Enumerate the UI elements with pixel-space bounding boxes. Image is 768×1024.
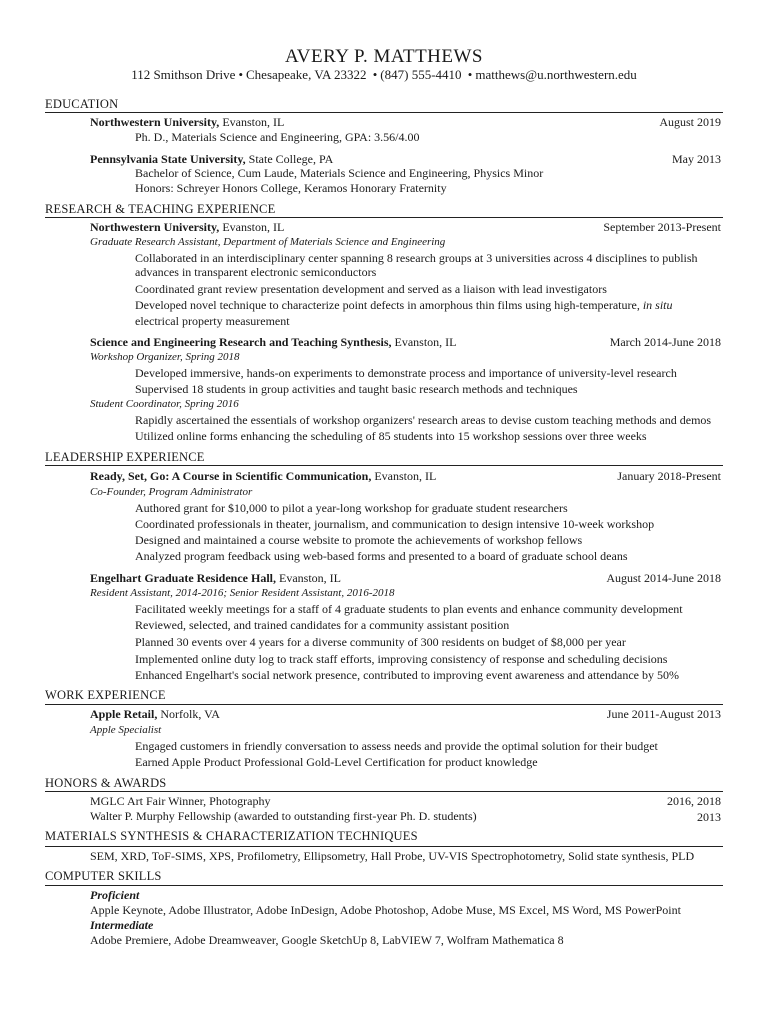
section-divider bbox=[45, 465, 723, 466]
leadership-date: January 2018-Present bbox=[617, 469, 721, 483]
address: 112 Smithson Drive bbox=[131, 67, 236, 82]
research-detail: Rapidly ascertained the essentials of workshop organizers' research areas to devise custom teaching methods and demos bbox=[135, 413, 712, 427]
leadership-org: Engelhart Graduate Residence Hall, Evanston, IL bbox=[90, 571, 341, 585]
section-divider bbox=[45, 885, 723, 886]
work-org: Apple Retail, Norfolk, VA bbox=[90, 707, 220, 721]
section-title-honors: HONORS & AWARDS bbox=[45, 776, 167, 790]
section-title-leadership: LEADERSHIP EXPERIENCE bbox=[45, 450, 205, 464]
research-detail: Developed novel technique to characterize point defects in amorphous thin films using high-temperature, in situ bbox=[135, 298, 673, 312]
leadership-detail: Implemented online duty log to track staff efforts, improving consistency of response and scheduling decisions bbox=[135, 652, 668, 666]
section-divider bbox=[45, 217, 723, 218]
techniques-list: SEM, XRD, ToF-SIMS, XPS, Profilometry, Ellipsometry, Hall Probe, UV-VIS Spectrophotometry, Solid state synthesis, PLD bbox=[90, 849, 695, 863]
education-detail: Bachelor of Science, Cum Laude, Materials Science and Engineering, Physics Minor bbox=[135, 166, 544, 180]
honor-date: 2016, 2018 bbox=[667, 794, 721, 808]
research-detail: Developed immersive, hands-on experiments to demonstrate process and importance of university-level research bbox=[135, 366, 677, 380]
education-date: May 2013 bbox=[672, 152, 721, 166]
contact-line: 112 Smithson Drive • Chesapeake, VA 23322 • (847) 555-4410 • matthews@u.northwestern.edu bbox=[131, 67, 637, 82]
honor-item: MGLC Art Fair Winner, Photography bbox=[90, 794, 271, 808]
work-detail: Earned Apple Product Professional Gold-Level Certification for product knowledge bbox=[135, 755, 538, 769]
work-detail: Engaged customers in friendly conversation to assess needs and provide the optimal solution for their budget bbox=[135, 739, 658, 753]
section-title-techniques: MATERIALS SYNTHESIS & CHARACTERIZATION TECHNIQUES bbox=[45, 829, 418, 843]
phone: (847) 555-4410 bbox=[380, 67, 462, 82]
section-divider bbox=[45, 846, 723, 847]
research-org: Northwestern University, Evanston, IL bbox=[90, 220, 285, 234]
research-org: Science and Engineering Research and Teaching Synthesis, Evanston, IL bbox=[90, 335, 457, 349]
section-divider bbox=[45, 112, 723, 113]
section-title-education: EDUCATION bbox=[45, 97, 119, 111]
research-role: Student Coordinator, Spring 2016 bbox=[90, 398, 239, 410]
city: Chesapeake, VA 23322 bbox=[246, 67, 367, 82]
education-detail: Honors: Schreyer Honors College, Keramos Honorary Fraternity bbox=[135, 181, 447, 195]
section-divider bbox=[45, 704, 723, 705]
leadership-role: Co-Founder, Program Administrator bbox=[90, 486, 253, 498]
leadership-detail: Reviewed, selected, and trained candidates for a community assistant position bbox=[135, 618, 510, 632]
intermediate-label: Intermediate bbox=[90, 918, 154, 932]
leadership-detail: Authored grant for $10,000 to pilot a year-long workshop for graduate student researchers bbox=[135, 501, 568, 515]
research-detail: advances in transparent electronic semiconductors bbox=[135, 265, 377, 279]
honor-item: Walter P. Murphy Fellowship (awarded to outstanding first-year Ph. D. students) bbox=[90, 809, 477, 823]
leadership-role: Resident Assistant, 2014-2016; Senior Resident Assistant, 2016-2018 bbox=[90, 587, 395, 599]
leadership-detail: Designed and maintained a course website to promote the achievements of workshop fellows bbox=[135, 533, 583, 547]
leadership-detail: Facilitated weekly meetings for a staff of 4 graduate students to plan events and enhance community development bbox=[135, 602, 683, 616]
leadership-detail: Enhanced Engelhart's social network presence, contributed to improving event awareness and attendance by 50% bbox=[135, 668, 679, 682]
section-divider bbox=[45, 791, 723, 792]
research-role: Graduate Research Assistant, Department of Materials Science and Engineering bbox=[90, 236, 446, 248]
candidate-name: AVERY P. MATTHEWS bbox=[285, 46, 483, 67]
honor-date: 2013 bbox=[697, 810, 721, 824]
proficient-list: Apple Keynote, Adobe Illustrator, Adobe InDesign, Adobe Photoshop, Adobe Muse, MS Excel, MS Word, MS PowerPoint bbox=[90, 903, 681, 917]
research-role: Workshop Organizer, Spring 2018 bbox=[90, 351, 240, 363]
education-detail: Ph. D., Materials Science and Engineering, GPA: 3.56/4.00 bbox=[135, 130, 420, 144]
research-detail: Coordinated grant review presentation development and served as a liaison with lead investigators bbox=[135, 282, 607, 296]
intermediate-list: Adobe Premiere, Adobe Dreamweaver, Google SketchUp 8, LabVIEW 7, Wolfram Mathematica 8 bbox=[90, 933, 564, 947]
section-title-computer: COMPUTER SKILLS bbox=[45, 869, 162, 883]
leadership-detail: Planned 30 events over 4 years for a diverse community of 300 residents on budget of $8,000 per year bbox=[135, 635, 626, 649]
work-date: June 2011-August 2013 bbox=[606, 707, 721, 721]
leadership-detail: Coordinated professionals in theater, journalism, and communication to design intensive 10-week workshop bbox=[135, 517, 655, 531]
education-org: Northwestern University, Evanston, IL bbox=[90, 115, 285, 129]
leadership-date: August 2014-June 2018 bbox=[606, 571, 721, 585]
leadership-detail: Analyzed program feedback using web-based forms and presented to a board of graduate school deans bbox=[135, 549, 628, 563]
education-date: August 2019 bbox=[659, 115, 721, 129]
section-title-work: WORK EXPERIENCE bbox=[45, 688, 166, 702]
research-date: September 2013-Present bbox=[603, 220, 721, 234]
education-org: Pennsylvania State University, State College, PA bbox=[90, 152, 334, 166]
work-role: Apple Specialist bbox=[90, 724, 162, 736]
section-title-research: RESEARCH & TEACHING EXPERIENCE bbox=[45, 202, 276, 216]
email-link[interactable]: matthews@u.northwestern.edu bbox=[475, 67, 637, 82]
research-date: March 2014-June 2018 bbox=[609, 335, 721, 349]
leadership-org: Ready, Set, Go: A Course in Scientific Communication, Evanston, IL bbox=[90, 469, 437, 483]
research-detail: Utilized online forms enhancing the scheduling of 85 students into 15 workshop sessions over three weeks bbox=[135, 429, 647, 443]
research-detail: electrical property measurement bbox=[135, 314, 290, 328]
research-detail: Supervised 18 students in group activities and taught basic research methods and techniques bbox=[135, 382, 578, 396]
proficient-label: Proficient bbox=[90, 888, 140, 902]
research-detail: Collaborated in an interdisciplinary center spanning 8 research groups at 3 universities across 4 disciplines to publish bbox=[135, 251, 698, 265]
